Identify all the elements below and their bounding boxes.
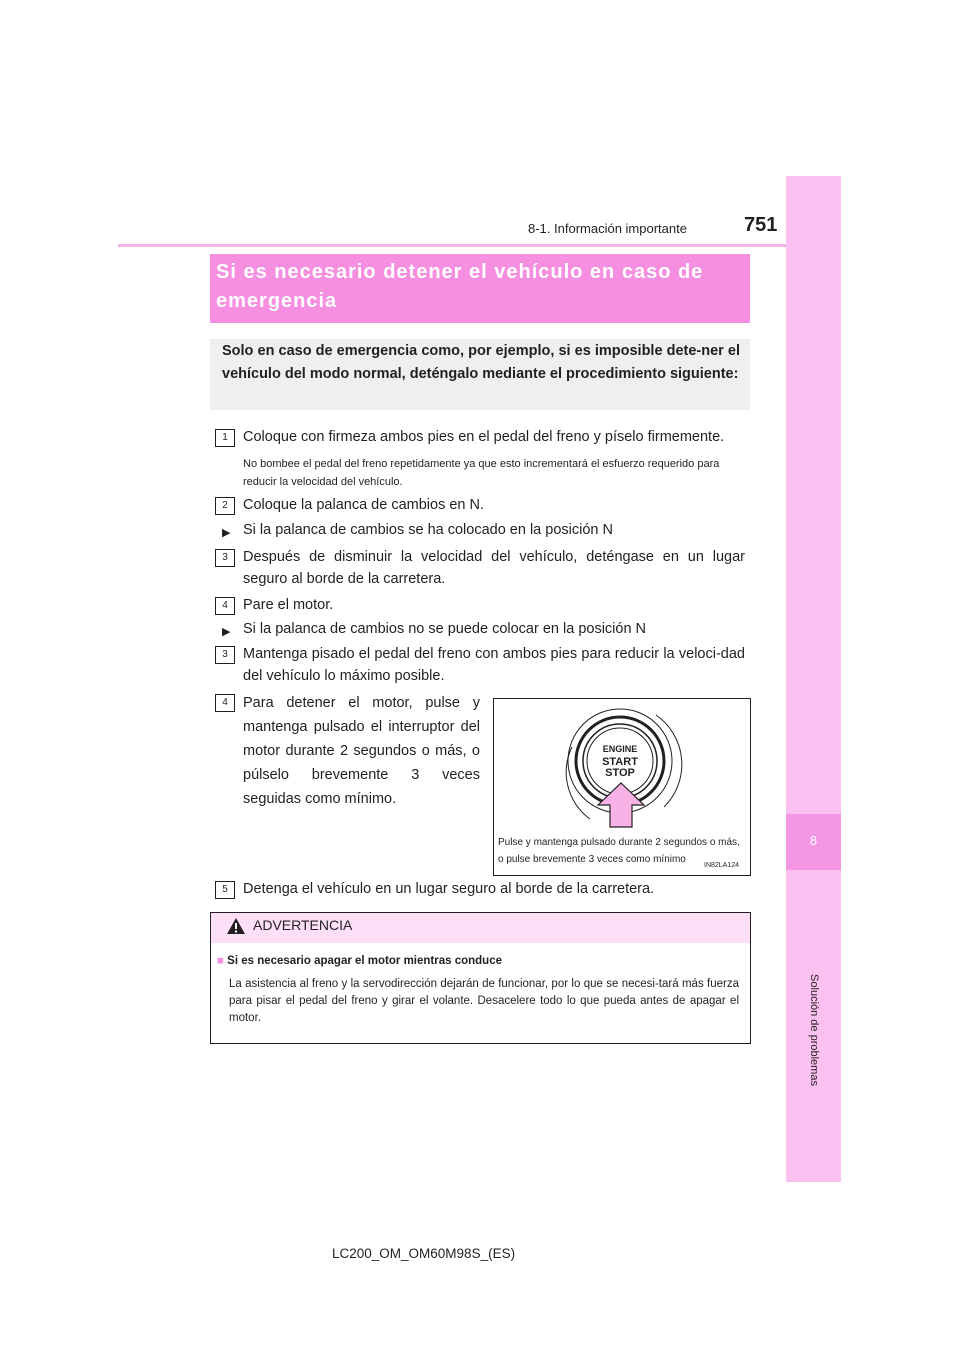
triangle-bullet-icon: ▶ bbox=[222, 527, 231, 539]
step-text: Coloque con firmeza ambos pies en el pedal del freno y píselo firmemente. bbox=[243, 429, 725, 445]
button-label-line: START bbox=[602, 756, 638, 768]
step-text: Mantenga pisado el pedal del freno con ambos pies para reducir la veloci-dad del vehículo lo máximo posible. bbox=[243, 646, 745, 684]
chapter-title: Solución de problemas bbox=[808, 974, 820, 1086]
page-title: Si es necesario detener el vehículo en caso de emergencia bbox=[216, 261, 704, 312]
step-number: 3 bbox=[215, 646, 235, 664]
figure-code: IN82LA124 bbox=[704, 862, 740, 869]
page-number: 751 bbox=[744, 214, 778, 236]
step-number: 1 bbox=[215, 429, 235, 447]
chapter-number: 8 bbox=[809, 833, 818, 848]
warning-title-text: Si es necesario apagar el motor mientras conduce bbox=[227, 955, 502, 967]
condition-text: Si la palanca de cambios no se puede colocar en la posición N bbox=[243, 621, 647, 637]
step-number: 4 bbox=[215, 694, 235, 712]
step-number: 2 bbox=[215, 497, 235, 515]
header-rule bbox=[118, 244, 786, 247]
warning-title bbox=[217, 955, 502, 967]
step-note: No bombee el pedal del freno repetidamente ya que esto incrementará el esfuerzo requerido para reducir la velocidad del vehículo. bbox=[243, 458, 720, 488]
step-text: Detenga el vehículo en un lugar seguro al borde de la carretera. bbox=[243, 881, 655, 897]
engine-switch-figure bbox=[493, 698, 751, 876]
step-text: Después de disminuir la velocidad del vehículo, deténgase en un lugar seguro al borde de la carretera. bbox=[243, 549, 745, 587]
step-number: 5 bbox=[215, 881, 235, 899]
intro-text: Solo en caso de emergencia como, por ejemplo, si es imposible dete-ner el vehículo del modo normal, deténgalo mediante el procedimiento siguiente: bbox=[222, 343, 740, 382]
figure-caption-line: Pulse y mantenga pulsado durante 2 segundos o más, bbox=[498, 837, 740, 848]
button-label-line: ENGINE bbox=[602, 744, 638, 754]
figure-caption-line: o pulse brevemente 3 veces como mínimo bbox=[498, 854, 686, 865]
button-label-line: STOP bbox=[605, 767, 635, 779]
warning-label: ADVERTENCIA bbox=[253, 917, 353, 933]
condition-text: Si la palanca de cambios se ha colocado en la posición N bbox=[243, 522, 613, 538]
warning-icon bbox=[226, 917, 246, 935]
step-text: Pare el motor. bbox=[243, 597, 334, 613]
step-number: 3 bbox=[215, 549, 235, 567]
step-text: Coloque la palanca de cambios en N. bbox=[243, 497, 485, 513]
warning-text: La asistencia al freno y la servodirección dejarán de funcionar, por lo que se necesi-tará más fuerza para pisar el pedal del freno y girar el volante. Desacelere todo lo que pueda antes de apagar el motor. bbox=[229, 978, 739, 1024]
triangle-bullet-icon: ▶ bbox=[222, 626, 231, 638]
document-code: LC200_OM_OM60M98S_(ES) bbox=[332, 1246, 516, 1261]
section-header: 8-1. Información importante bbox=[528, 221, 687, 236]
step-number: 4 bbox=[215, 597, 235, 615]
engine-switch-illustration bbox=[494, 699, 750, 875]
step-text: Para detener el motor, pulse y mantenga pulsado el interruptor del motor durante 2 segundos o más, o púlselo brevemente 3 veces seguidas como mínimo. bbox=[243, 695, 480, 807]
ring-arc-outer bbox=[656, 715, 682, 807]
square-bullet-icon: ■ bbox=[217, 955, 224, 967]
